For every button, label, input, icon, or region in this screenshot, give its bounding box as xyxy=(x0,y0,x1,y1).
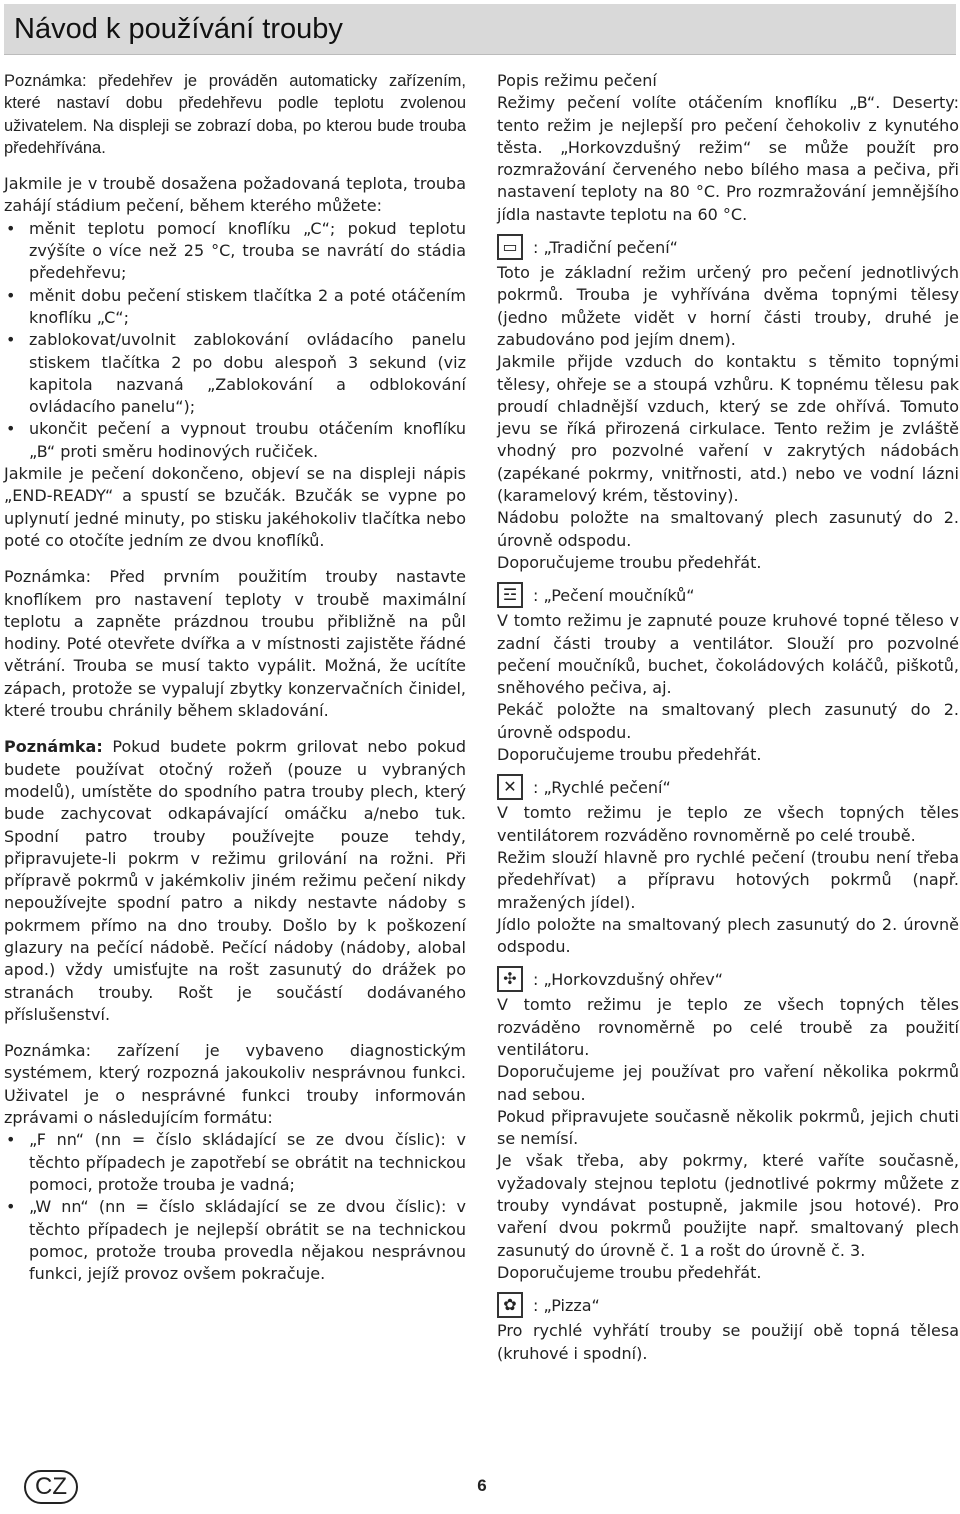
note-label: Poznámka: xyxy=(4,1041,91,1061)
mode-title: : „Pizza“ xyxy=(533,1295,600,1315)
mode-paragraph: V tomto režimu je teplo ze všech topných těles ventilátorem rozváděno rovnoměrně po celé troubě. xyxy=(497,803,959,845)
mode-paragraph: Doporučujeme troubu předehřát. xyxy=(497,552,762,572)
mode-section xyxy=(497,772,959,958)
mode-paragraph: V tomto režimu je teplo ze všech topných těles rozváděno rovnoměrně po celé troubě za použití ventilátoru. xyxy=(497,995,959,1059)
list-item: • měnit teplotu pomocí knoflíku „C“; pokud teplotu zvýšíte o více než 25 °C, trouba se navrátí do stádia předehřevu; xyxy=(4,218,466,285)
mode-paragraph: Doporučujeme troubu předehřát. xyxy=(497,1262,762,1282)
page-number: 6 xyxy=(477,1476,487,1495)
page-title: Návod k používání trouby xyxy=(14,13,343,45)
note-first-use xyxy=(4,566,466,722)
right-column xyxy=(497,70,959,1365)
pizza-icon: ✿ xyxy=(497,1292,523,1318)
note-text: zařízení je vybaveno diagnostickým systémem, který rozpozná jakoukoliv nesprávnou funkci. Uživatel je o nesprávné funkci trouby informován zprávami o následujícím formátu: xyxy=(4,1041,466,1128)
convection-icon: ✣ xyxy=(497,966,523,992)
list-item: • ukončit pečení a vypnout troubu otáčením knoflíku „B“ proti směru hodinových ručiček. xyxy=(4,418,466,463)
cooking-options-list xyxy=(4,218,466,463)
country-badge: CZ xyxy=(24,1470,78,1504)
left-column xyxy=(4,70,466,1285)
diagnostic-codes-list xyxy=(4,1129,466,1285)
mode-paragraph: Režim slouží hlavně pro rychlé pečení (troubu není třeba předehřívat) a přípravu hotových pokrmů (např. mražených jídel). xyxy=(497,847,959,912)
cooking-modes xyxy=(497,232,959,1365)
cooking-stage-intro: Jakmile je v troubě dosažena požadovaná teplota, trouba zahájí stádium pečení, během kterého můžete: xyxy=(4,174,466,216)
list-item: • zablokovat/uvolnit zablokování ovládacího panelu stiskem tlačítka 2 po dobu alespoň 3 sekund (viz kapitola nazvaná „Zablokování a odblokování ovládacího panelu“); xyxy=(4,329,466,418)
note-text: Před prvním použitím trouby nastavte knoflíkem pro nastavení teploty v troubě maximální teplotu a zapněte prázdnou troubu přibližně na půl hodiny. Poté otevřete dvířka a v místnosti zajistěte řádné větrání. Trouba se musí takto vypálit. Možná, že ucítíte zápach, protože se vypalují zbytky konzervačních činidel, které troubu chránily během skladování. xyxy=(4,567,466,721)
mode-paragraph: Doporučujeme jej používat pro vaření několika pokrmů nad sebou. xyxy=(497,1062,959,1104)
mode-paragraph: Pokud připravujete současně několik pokrmů, jejich chuti se nemísí. xyxy=(497,1106,959,1149)
section-title: Popis režimu pečení xyxy=(497,71,657,90)
note-grill xyxy=(4,736,466,1026)
mode-heading xyxy=(497,772,959,802)
mode-paragraph: Pro rychlé vyhřátí trouby se použijí obě topná tělesa (kruhové i spodní). xyxy=(497,1321,959,1363)
note-label: Poznámka: xyxy=(4,72,87,90)
page-header xyxy=(4,4,956,55)
note-label: Poznámka: xyxy=(4,737,103,757)
mode-paragraph: Jakmile přijde vzduch do kontaktu s těmito topnými tělesy, ohřeje se a stoupá vzhůru. K topnému tělesu pak proudí chladnější vzduch, který se zde ohřívá. Tomuto jevu se říká přirozená cirkulace. Tento režim je zvláště vhodný pro pozvolné vaření v zakrytých nádobách (zapékané pokrmy, vnitřnosti, atd.) nebo ve vodní lázni (karamelový krém, těstoviny). xyxy=(497,352,959,506)
mode-heading xyxy=(497,232,959,262)
list-item: • „W nn“ (nn = číslo skládající se ze dvou číslic): v těchto případech je nejlepší obrátit se na technickou pomoc, protože trouba provedla nějakou nesprávnou funkci, jejíž provoz ovšem pokračuje. xyxy=(4,1196,466,1285)
mode-section xyxy=(497,580,959,766)
mode-section xyxy=(497,232,959,574)
note-text: předehřev je prováděn automaticky zařízením, které nastaví dobu předehřevu podle teplotu zvolenou uživatelem. Na displeji se zobrazí doba, po kterou bude trouba předehřívána. xyxy=(4,72,466,157)
mode-paragraph: Nádobu položte na smaltovaný plech zasunutý do 2. úrovně odspodu. xyxy=(497,508,959,550)
mode-section xyxy=(497,1290,959,1365)
mode-heading xyxy=(497,964,959,994)
mode-paragraph: Doporučujeme troubu předehřát. xyxy=(497,745,762,765)
traditional-icon: ▭ xyxy=(497,234,523,260)
mode-paragraph: Pekáč položte na smaltovaný plech zasunutý do 2. úrovně odspodu. xyxy=(497,700,959,742)
note-preheat xyxy=(4,70,466,159)
mode-title: : „Rychlé pečení“ xyxy=(533,777,671,797)
mode-paragraph: Jídlo položte na smaltovaný plech zasunutý do 2. úrovně odspodu. xyxy=(497,914,959,957)
note-diagnostics xyxy=(4,1040,466,1129)
mode-paragraph: V tomto režimu je zapnuté pouze kruhové topné těleso v zadní části trouby a ventilátor. Slouží pro pozvolné pečení moučníků, buchet, čokoládových koláčů, piškotů, sněhového pečiva, aj. xyxy=(497,611,959,698)
pastry-icon: ☲ xyxy=(497,582,523,608)
mode-paragraph: Je však třeba, aby pokrmy, které vaříte současně, vyžadovaly stejnou teplotu (jednotlivé pokrmy můžete z trouby vyndávat postupně, jakmile jsou hotové). Pro vaření dvou pokrmů použijte např. smaltovaný plech zasunutý do úrovně č. 1 a rošt do úrovně č. 3. xyxy=(497,1151,959,1260)
mode-heading xyxy=(497,1290,959,1320)
mode-title: : „Pečení moučníků“ xyxy=(533,585,695,605)
fast-cooking-icon: ✕ xyxy=(497,774,523,800)
modes-intro: Režimy pečení volíte otáčením knoflíku „B“. Deserty: tento režim je nejlepší pro pečení čehokoliv z kynutého těsta. „Horkovzdušný režim“ se může použít pro rozmražování červeného nebo bílého masa a pečiva, při nastavení teploty na 80 °C. Pro rozmražování jemnějšího jídla nastavte teplotu na 60 °C. xyxy=(497,93,959,224)
list-item: • „F nn“ (nn = číslo skládající se ze dvou číslic): v těchto případech je zapotřebí se obrátit na technickou pomoci, protože trouba je vadná; xyxy=(4,1129,466,1196)
cooking-end-text: Jakmile je pečení dokončeno, objeví se na displeji nápis „END-READY“ a spustí se bzučák. Bzučák se vypne po uplynutí jedné minuty, po stisku jakéhokoliv tlačítka nebo poté co otočíte jedním ze dvou knoflíků. xyxy=(4,464,466,550)
note-text: Pokud budete pokrm grilovat nebo pokud budete používat otočný rožeň (pouze u vybraných modelů), umístěte do spodního patra trouby plech, který bude zachycovat odkapávající omáčku a/nebo tuk. Spodní patro trouby používejte pouze tehdy, připravujete-li pokrm v režimu grilování na rožni. Při přípravě pokrmů v jakémkoliv jiném režimu pečení nikdy nepoužívejte spodní patro a nikdy nestavte nádoby s pokrmem přímo na dno trouby. Došlo by k poškození glazury na pečící nádobě. Pečící nádoby (nádoby, alobal apod.) vždy umisťujte na rošt zasunutý do drážek po stranách trouby. Rošt je součástí dodávaného příslušenství. xyxy=(4,737,466,1024)
mode-section xyxy=(497,964,959,1284)
mode-paragraph: Toto je základní režim určený pro pečení jednotlivých pokrmů. Trouba je vyhřívána dvěma topnými tělesy (jedno můžete vidět v horní části trouby, druhé je zabudováno pod jejím dnem). xyxy=(497,263,959,349)
mode-title: : „Tradiční pečení“ xyxy=(533,237,678,257)
mode-heading xyxy=(497,580,959,610)
mode-title: : „Horkovzdušný ohřev“ xyxy=(533,969,724,989)
list-item: • měnit dobu pečení stiskem tlačítka 2 a poté otáčením knoflíku „C“; xyxy=(4,285,466,330)
note-label: Poznámka: xyxy=(4,567,91,587)
